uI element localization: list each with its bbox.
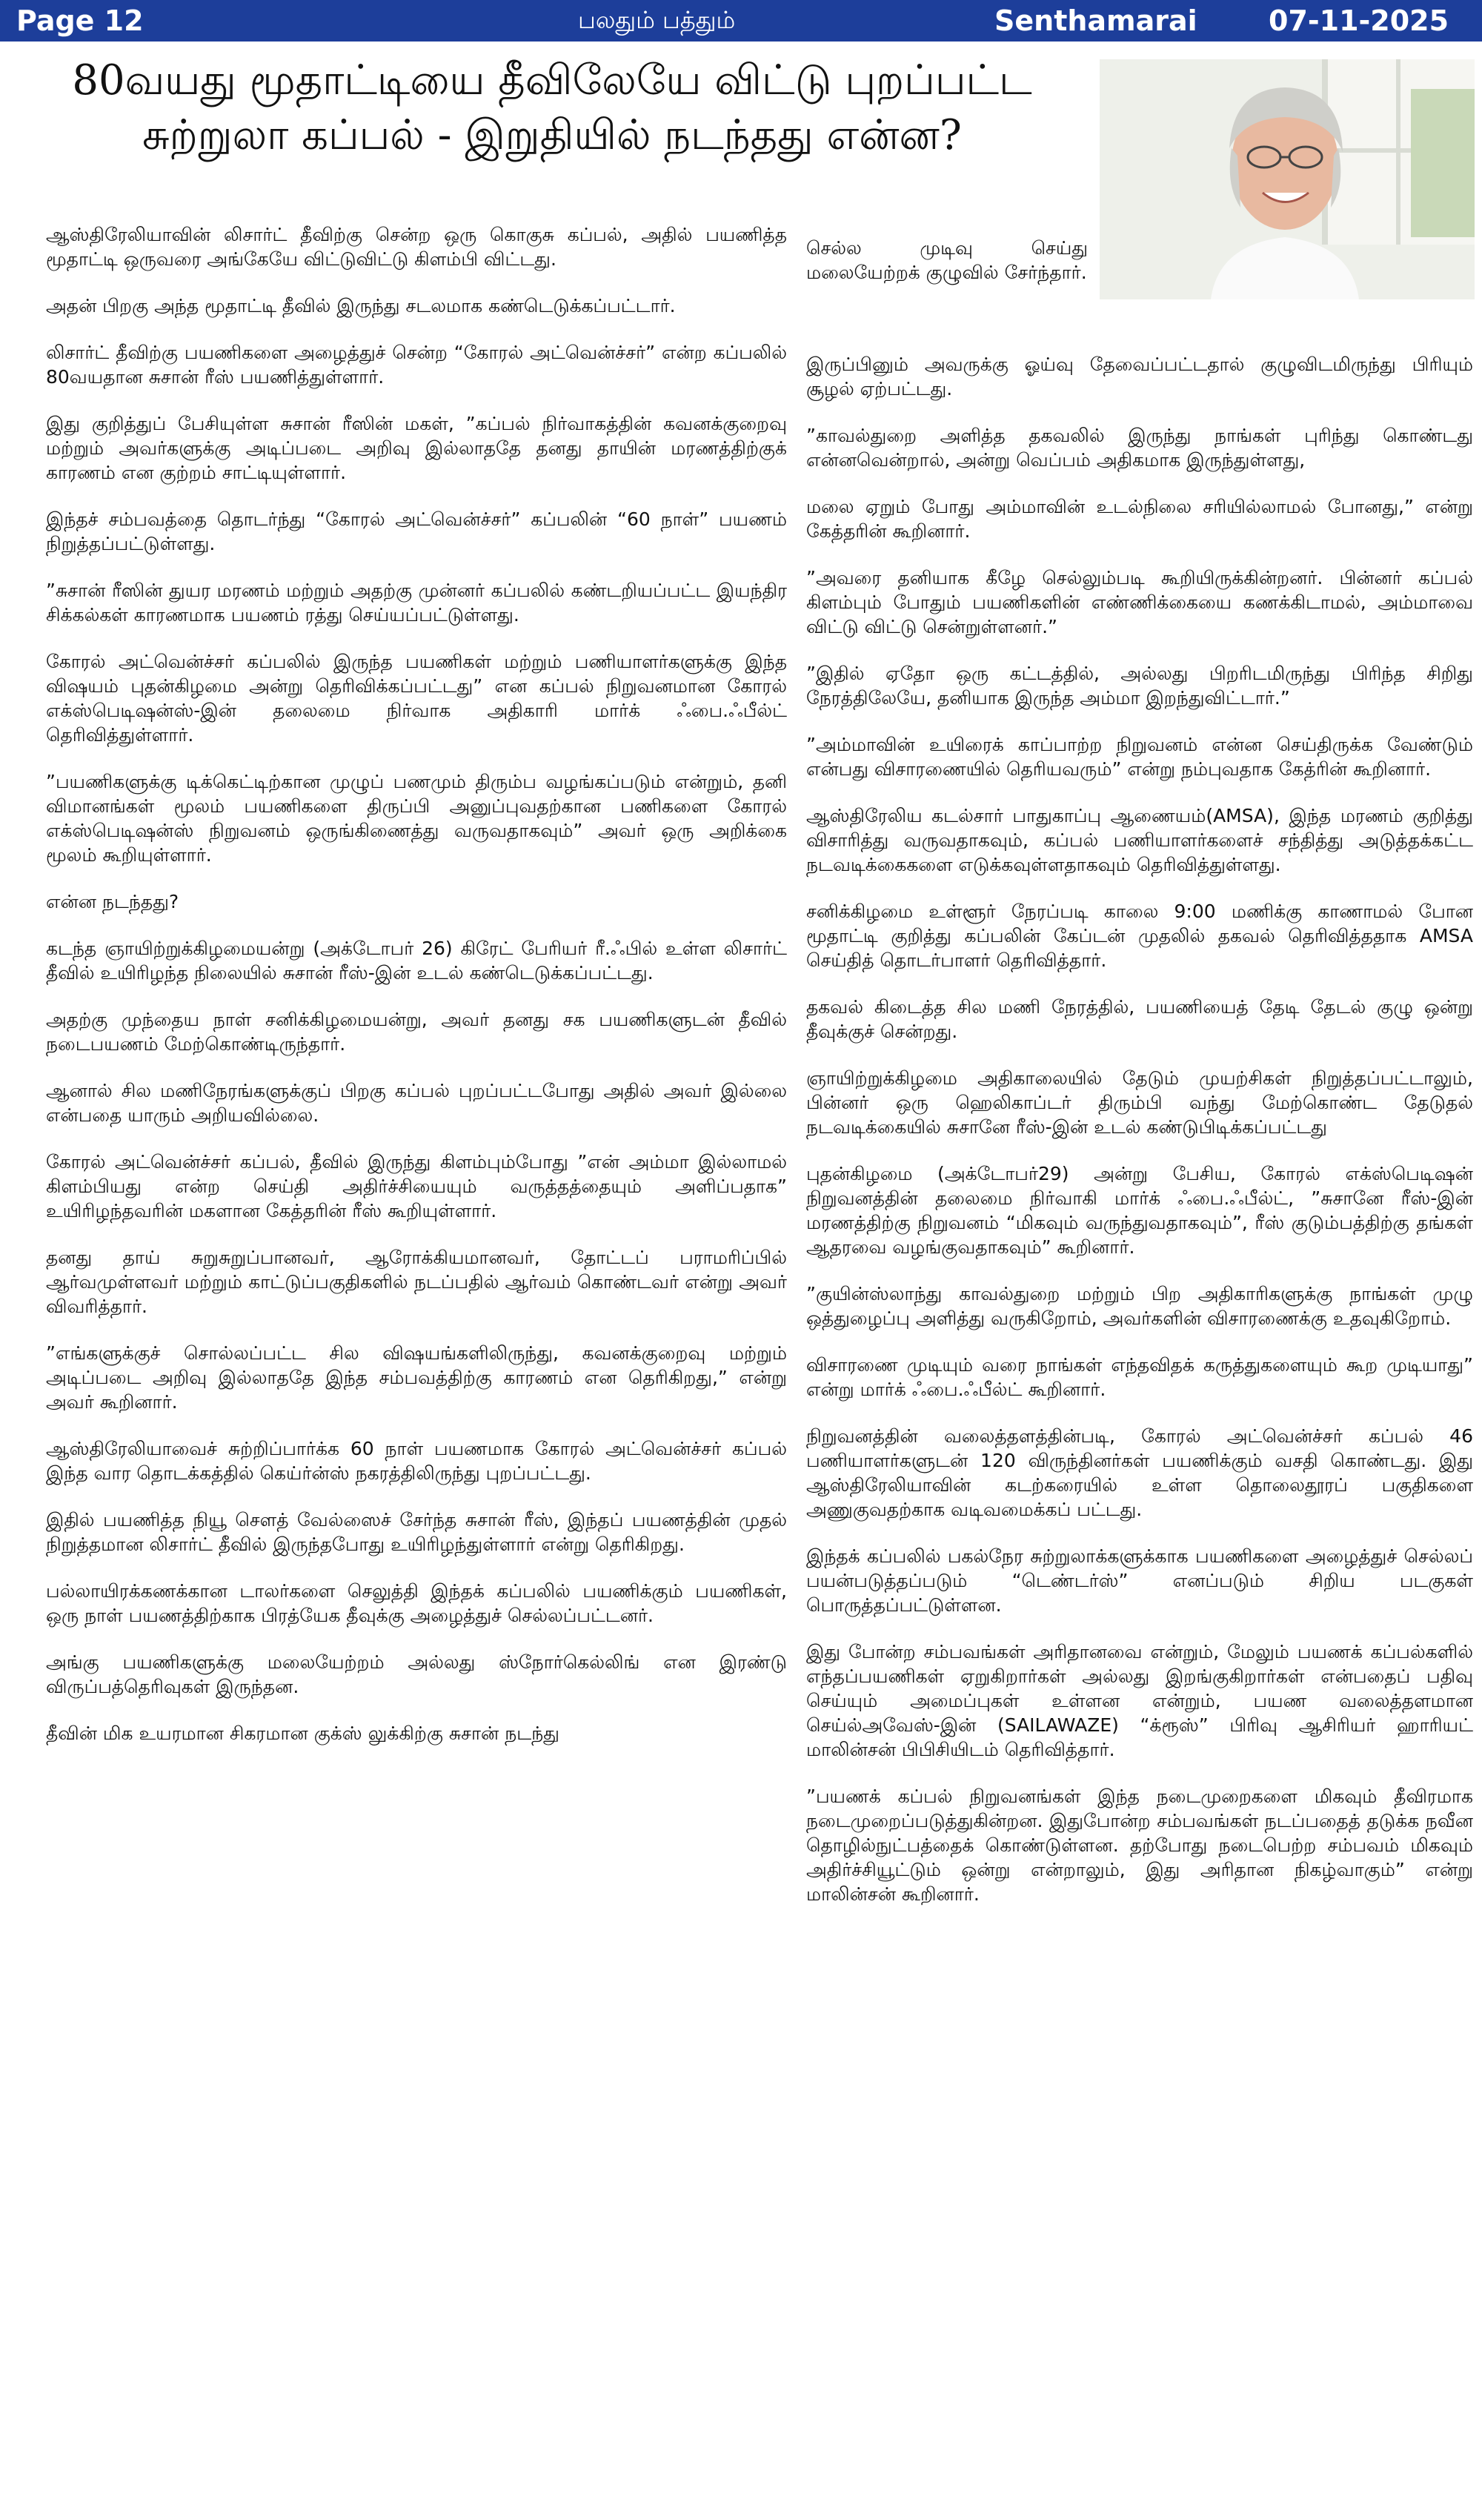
paragraph: ஆஸ்திரேலிய கடல்சார் பாதுகாப்பு ஆணையம்(AMSA), இந்த மரணம் குறித்து விசாரித்து வருவதாகவும், கப்பல் பணியாளர்களைச் சந்தித்து அடுத்தக்கட்ட நடவடிக்கைகளை எடுக்கவுள்ளதாகவும் தெரிவித்துள்ளது. xyxy=(806,805,1473,875)
paragraph: கடந்த ஞாயிற்றுக்கிழமையன்று (அக்டோபர் 26) கிரேட் பேரியர் ரீ.ஃபில் உள்ள லிசார்ட் தீவில் உயிரிழந்த நிலையில் சுசான் ரீஸ்-இன் உடல் கண்டெடுக்கப்பட்டது. xyxy=(46,938,787,984)
paragraph: மலை ஏறும் போது அம்மாவின் உடல்நிலை சரியில்லாமல் போனது,” என்று கேத்தரின் கூறினார். xyxy=(806,496,1473,542)
paragraph: அங்கு பயணிகளுக்கு மலையேற்றம் அல்லது ஸ்நோர்கெல்லிங் என இரண்டு விருப்பத்தெரிவுகள் இருந்தன. xyxy=(46,1651,787,1697)
newspaper-name: Senthamarai xyxy=(994,4,1197,37)
headline-line-2: சுற்றுலா கப்பல் - இறுதியில் நடந்தது என்ன? xyxy=(142,111,962,159)
paragraph: ”சுசான் ரீஸின் துயர மரணம் மற்றும் அதற்கு முன்னர் கப்பலில் கண்டறியப்பட்ட இயந்திர சிக்கல்கள் காரணமாக பயணம் ரத்து செய்யப்பட்டுள்ளது. xyxy=(46,580,787,626)
paragraph: ஆஸ்திரேலியாவைச் சுற்றிப்பார்க்க 60 நாள் பயணமாக கோரல் அட்வென்ச்சர் கப்பல் இந்த வார தொடக்கத்தில் கெய்ர்ன்ஸ் நகரத்திலிருந்து புறப்பட்டது. xyxy=(46,1438,787,1484)
paragraph: ”எங்களுக்குச் சொல்லப்பட்ட சில விஷயங்களிலிருந்து, கவனக்குறைவு மற்றும் அடிப்படை அறிவு இல்லாததே இந்த சம்பவத்திற்கு காரணம் என தெரிகிறது,” என்று அவர் கூறினார். xyxy=(46,1342,787,1413)
paragraph: ”அம்மாவின் உயிரைக் காப்பாற்ற நிறுவனம் என்ன செய்திருக்க வேண்டும் என்பது விசாரணையில் தெரியவரும்” என்று நம்புவதாக கேத்ரின் கூறினார். xyxy=(806,734,1473,780)
article-column-1 xyxy=(46,222,787,1768)
paragraph: புதன்கிழமை (அக்டோபர்29) அன்று பேசிய, கோரல் எக்ஸ்பெடிஷன் நிறுவனத்தின் தலைமை நிர்வாகி மார்க் ஃபை.ஃபீல்ட், ”சுசானே ரீஸ்-இன் மரணத்திற்கு நிறுவனம் “மிகவும் வருந்துவதாகவும்”, ரீஸ் குடும்பத்திற்கு தங்கள் ஆதரவை வழங்குவதாகவும்” கூறினார். xyxy=(806,1163,1473,1258)
paragraph: இருப்பினும் அவருக்கு ஓய்வு தேவைப்பட்டதால் குழுவிடமிருந்து பிரியும் சூழல் ஏற்பட்டது. xyxy=(806,354,1473,399)
paragraph: ”பயணக் கப்பல் நிறுவனங்கள் இந்த நடைமுறைகளை மிகவும் தீவிரமாக நடைமுறைப்படுத்துகின்றன. இதுபோன்ற சம்பவங்கள் நடப்பதைத் தடுக்க நவீன தொழில்நுட்பத்தைக் கொண்டுள்ளன. தற்போது நடைபெற்ற சம்பவம் மிகவும் அதிர்ச்சியூட்டும் ஒன்று என்றாலும், இது அரிதான நிகழ்வாகும்” என்று மாலின்சன் கூறினார். xyxy=(806,1785,1473,1905)
headline-line-1: 80வயது மூதாட்டியை தீவிலேயே விட்டு புறப்பட்ட xyxy=(72,56,1032,105)
paragraph: கோரல் அட்வென்ச்சர் கப்பல், தீவில் இருந்து கிளம்பும்போது ”என் அம்மா இல்லாமல் கிளம்பியது என்ற செய்தி அதிர்ச்சியையும் வருத்தத்தையும் அளிப்பதாக” உயிரிழந்தவரின் மகளான கேத்தரின் ரீஸ் கூறியுள்ளார். xyxy=(46,1151,787,1221)
subheading: என்ன நடந்தது? xyxy=(46,891,179,912)
paragraph: ”குயின்ஸ்லாந்து காவல்துறை மற்றும் பிற அதிகாரிகளுக்கு நாங்கள் முழு ஒத்துழைப்பு அளித்து வருகிறோம், அவர்களின் விசாரணைக்கு உதவுகிறோம். xyxy=(806,1283,1473,1329)
page-number: Page 12 xyxy=(16,4,144,37)
paragraph: பல்லாயிரக்கணக்கான டாலர்களை செலுத்தி இந்தக் கப்பலில் பயணிக்கும் பயணிகள், ஒரு நாள் பயணத்திற்காக பிரத்யேக தீவுக்கு அழைத்துச் செல்லப்பட்டனர். xyxy=(46,1580,787,1626)
paragraph: ”அவரை தனியாக கீழே செல்லும்படி கூறியிருக்கின்றனர். பின்னர் கப்பல் கிளம்பும் போதும் பயணிகளின் எண்ணிக்கையை கணக்கிடாமல், அம்மாவை விட்டு விட்டு சென்றுள்ளனர்.” xyxy=(806,567,1473,637)
issue-date: 07-11-2025 xyxy=(1269,4,1449,37)
paragraph: ஆஸ்திரேலியாவின் லிசார்ட் தீவிற்கு சென்ற ஒரு கொகுசு கப்பல், அதில் பயணித்த மூதாட்டி ஒருவரை அங்கேயே விட்டுவிட்டு கிளம்பி விட்டது. xyxy=(46,224,787,270)
paragraph: தனது தாய் சுறுசுறுப்பானவர், ஆரோக்கியமானவர், தோட்டப் பராமரிப்பில் ஆர்வமுள்ளவர் மற்றும் காட்டுப்பகுதிகளில் நடப்பதில் ஆர்வம் கொண்டவர் என்று அவர் விவரித்தார். xyxy=(46,1247,787,1317)
paragraph: இது குறித்துப் பேசியுள்ள சுசான் ரீஸின் மகள், ”கப்பல் நிர்வாகத்தின் கவனக்குறைவு மற்றும் அவர்களுக்கு அடிப்படை அறிவு இல்லாததே தனது தாயின் மரணத்திற்குக் காரணம் என குற்றம் சாட்டியுள்ளார். xyxy=(46,413,787,483)
paragraph: நிறுவனத்தின் வலைத்தளத்தின்படி, கோரல் அட்வென்ச்சர் கப்பல் 46 பணியாளர்களுடன் 120 விருந்தினர்கள் பயணிக்கும் வசதி கொண்டது. இது ஆஸ்திரேலியாவின் கடற்கரையில் உள்ள தொலைதூரப் பகுதிகளை அணுகுவதற்காக வடிவமைக்கப் பட்டது. xyxy=(806,1425,1473,1520)
woman-portrait-photo xyxy=(1100,59,1475,299)
paragraph: விசாரணை முடியும் வரை நாங்கள் எந்தவிதக் கருத்துகளையும் கூற முடியாது” என்று மார்க் ஃபை.ஃபீல்ட் கூறினார். xyxy=(806,1354,1473,1400)
paragraph: தகவல் கிடைத்த சில மணி நேரத்தில், பயணியைத் தேடி தேடல் குழு ஒன்று தீவுக்குச் சென்றது. xyxy=(806,996,1473,1042)
paragraph: ”இதில் ஏதோ ஒரு கட்டத்தில், அல்லது பிறரிடமிருந்து பிரிந்த சிறிது நேரத்திலேயே, தனியாக இருந்த அம்மா இறந்துவிட்டார்.” xyxy=(806,663,1473,709)
paragraph: ஞாயிற்றுக்கிழமை அதிகாலையில் தேடும் முயற்சிகள் நிறுத்தப்பட்டாலும், பின்னர் ஒரு ஹெலிகாப்டர் திரும்பி வந்து மேற்கொண்ட தேடுதல் நடவடிக்கையில் சுசானே ரீஸ்-இன் உடல் கண்டுபிடிக்கப்பட்டது xyxy=(806,1067,1473,1138)
paragraph: இது போன்ற சம்பவங்கள் அரிதானவை என்றும், மேலும் பயணக் கப்பல்களில் எந்தப்பயணிகள் ஏறுகிறார்கள் அல்லது இறங்குகிறார்கள் என்பதைப் பதிவு செய்யும் அமைப்புகள் உள்ளன என்றும், பயண வலைத்தளமான செய்ல்அவேஸ்-இன் (SAILAWAZE) “க்ரூஸ்” பிரிவு ஆசிரியர் ஹாரியட் மாலின்சன் பிபிசியிடம் தெரிவித்தார். xyxy=(806,1641,1473,1760)
paragraph: இந்தக் கப்பலில் பகல்நேர சுற்றுலாக்களுக்காக பயணிகளை அழைத்துச் செல்லப் பயன்படுத்தப்படும் “டெண்டர்ஸ்” எனப்படும் சிறிய படகுகள் பொருத்தப்பட்டுள்ளன. xyxy=(806,1545,1473,1616)
paragraph: இந்தச் சம்பவத்தை தொடர்ந்து “கோரல் அட்வென்ச்சர்” கப்பலின் “60 நாள்” பயணம் நிறுத்தப்பட்டுள்ளது. xyxy=(46,508,787,554)
paragraph: லிசார்ட் தீவிற்கு பயணிகளை அழைத்துச் சென்ற “கோரல் அட்வென்ச்சர்” என்ற கப்பலில் 80வயதான சுசான் ரீஸ் பயணித்துள்ளார். xyxy=(46,342,787,388)
section-title: பலதும் பத்தும் xyxy=(578,6,736,34)
paragraph: கோரல் அட்வென்ச்சர் கப்பலில் இருந்த பயணிகள் மற்றும் பணியாளர்களுக்கு இந்த விஷயம் புதன்கிழமை அன்று தெரிவிக்கப்பட்டது” என கப்பல் நிறுவனமான கோரல் எக்ஸ்பெடிஷன்ஸ்-இன் தலைமை நிர்வாக அதிகாரி மார்க் ஃபை.ஃபீல்ட் தெரிவித்துள்ளார். xyxy=(46,651,787,746)
paragraph: இதில் பயணித்த நியூ சௌத் வேல்ஸைச் சேர்ந்த சுசான் ரீஸ், இந்தப் பயணத்தின் முதல் நிறுத்தமான லிசார்ட் தீவில் இருந்தபோது உயிரிழந்துள்ளார் என்று தெரிகிறது. xyxy=(46,1509,787,1555)
article-column-2-top xyxy=(806,236,1088,307)
article-column-2 xyxy=(806,352,1473,1929)
page-header xyxy=(0,0,1482,42)
paragraph: அதற்கு முந்தைய நாள் சனிக்கிழமையன்று, அவர் தனது சக பயணிகளுடன் தீவில் நடைபயணம் மேற்கொண்டிருந்தார். xyxy=(46,1009,787,1055)
paragraph: ”பயணிகளுக்கு டிக்கெட்டிற்கான முழுப் பணமும் திரும்ப வழங்கப்படும் என்றும், தனி விமானங்கள் மூலம் பயணிகளை திருப்பி அனுப்புவதற்கான பணிகளை கோரல் எக்ஸ்பெடிஷன்ஸ் நிறுவனம் ஒருங்கிணைத்து வருவதாகவும்” அவர் ஒரு அறிக்கை மூலம் கூறியுள்ளார். xyxy=(46,771,787,866)
paragraph: அதன் பிறகு அந்த மூதாட்டி தீவில் இருந்து சடலமாக கண்டெடுக்கப்பட்டார். xyxy=(46,295,676,316)
paragraph: செல்ல முடிவு செய்து மலையேற்றக் குழுவில் சேர்ந்தார். xyxy=(806,237,1088,283)
article-headline xyxy=(15,53,1089,163)
paragraph: ஆனால் சில மணிநேரங்களுக்குப் பிறகு கப்பல் புறப்பட்டபோது அதில் அவர் இல்லை என்பதை யாரும் அறியவில்லை. xyxy=(46,1080,787,1126)
paragraph: ”காவல்துறை அளித்த தகவலில் இருந்து நாங்கள் புரிந்து கொண்டது என்னவென்றால், அன்று வெப்பம் அதிகமாக இருந்துள்ளது, xyxy=(806,425,1473,471)
paragraph: தீவின் மிக உயரமான சிகரமான குக்ஸ் லுக்கிற்கு சுசான் நடந்து xyxy=(46,1722,559,1744)
paragraph: சனிக்கிழமை உள்ளூர் நேரப்படி காலை 9:00 மணிக்கு காணாமல் போன மூதாட்டி குறித்து கப்பலின் கேப்டன் முதலில் தகவல் தெரிவித்ததாக AMSA செய்தித் தொடர்பாளர் தெரிவித்தார். xyxy=(806,901,1474,971)
